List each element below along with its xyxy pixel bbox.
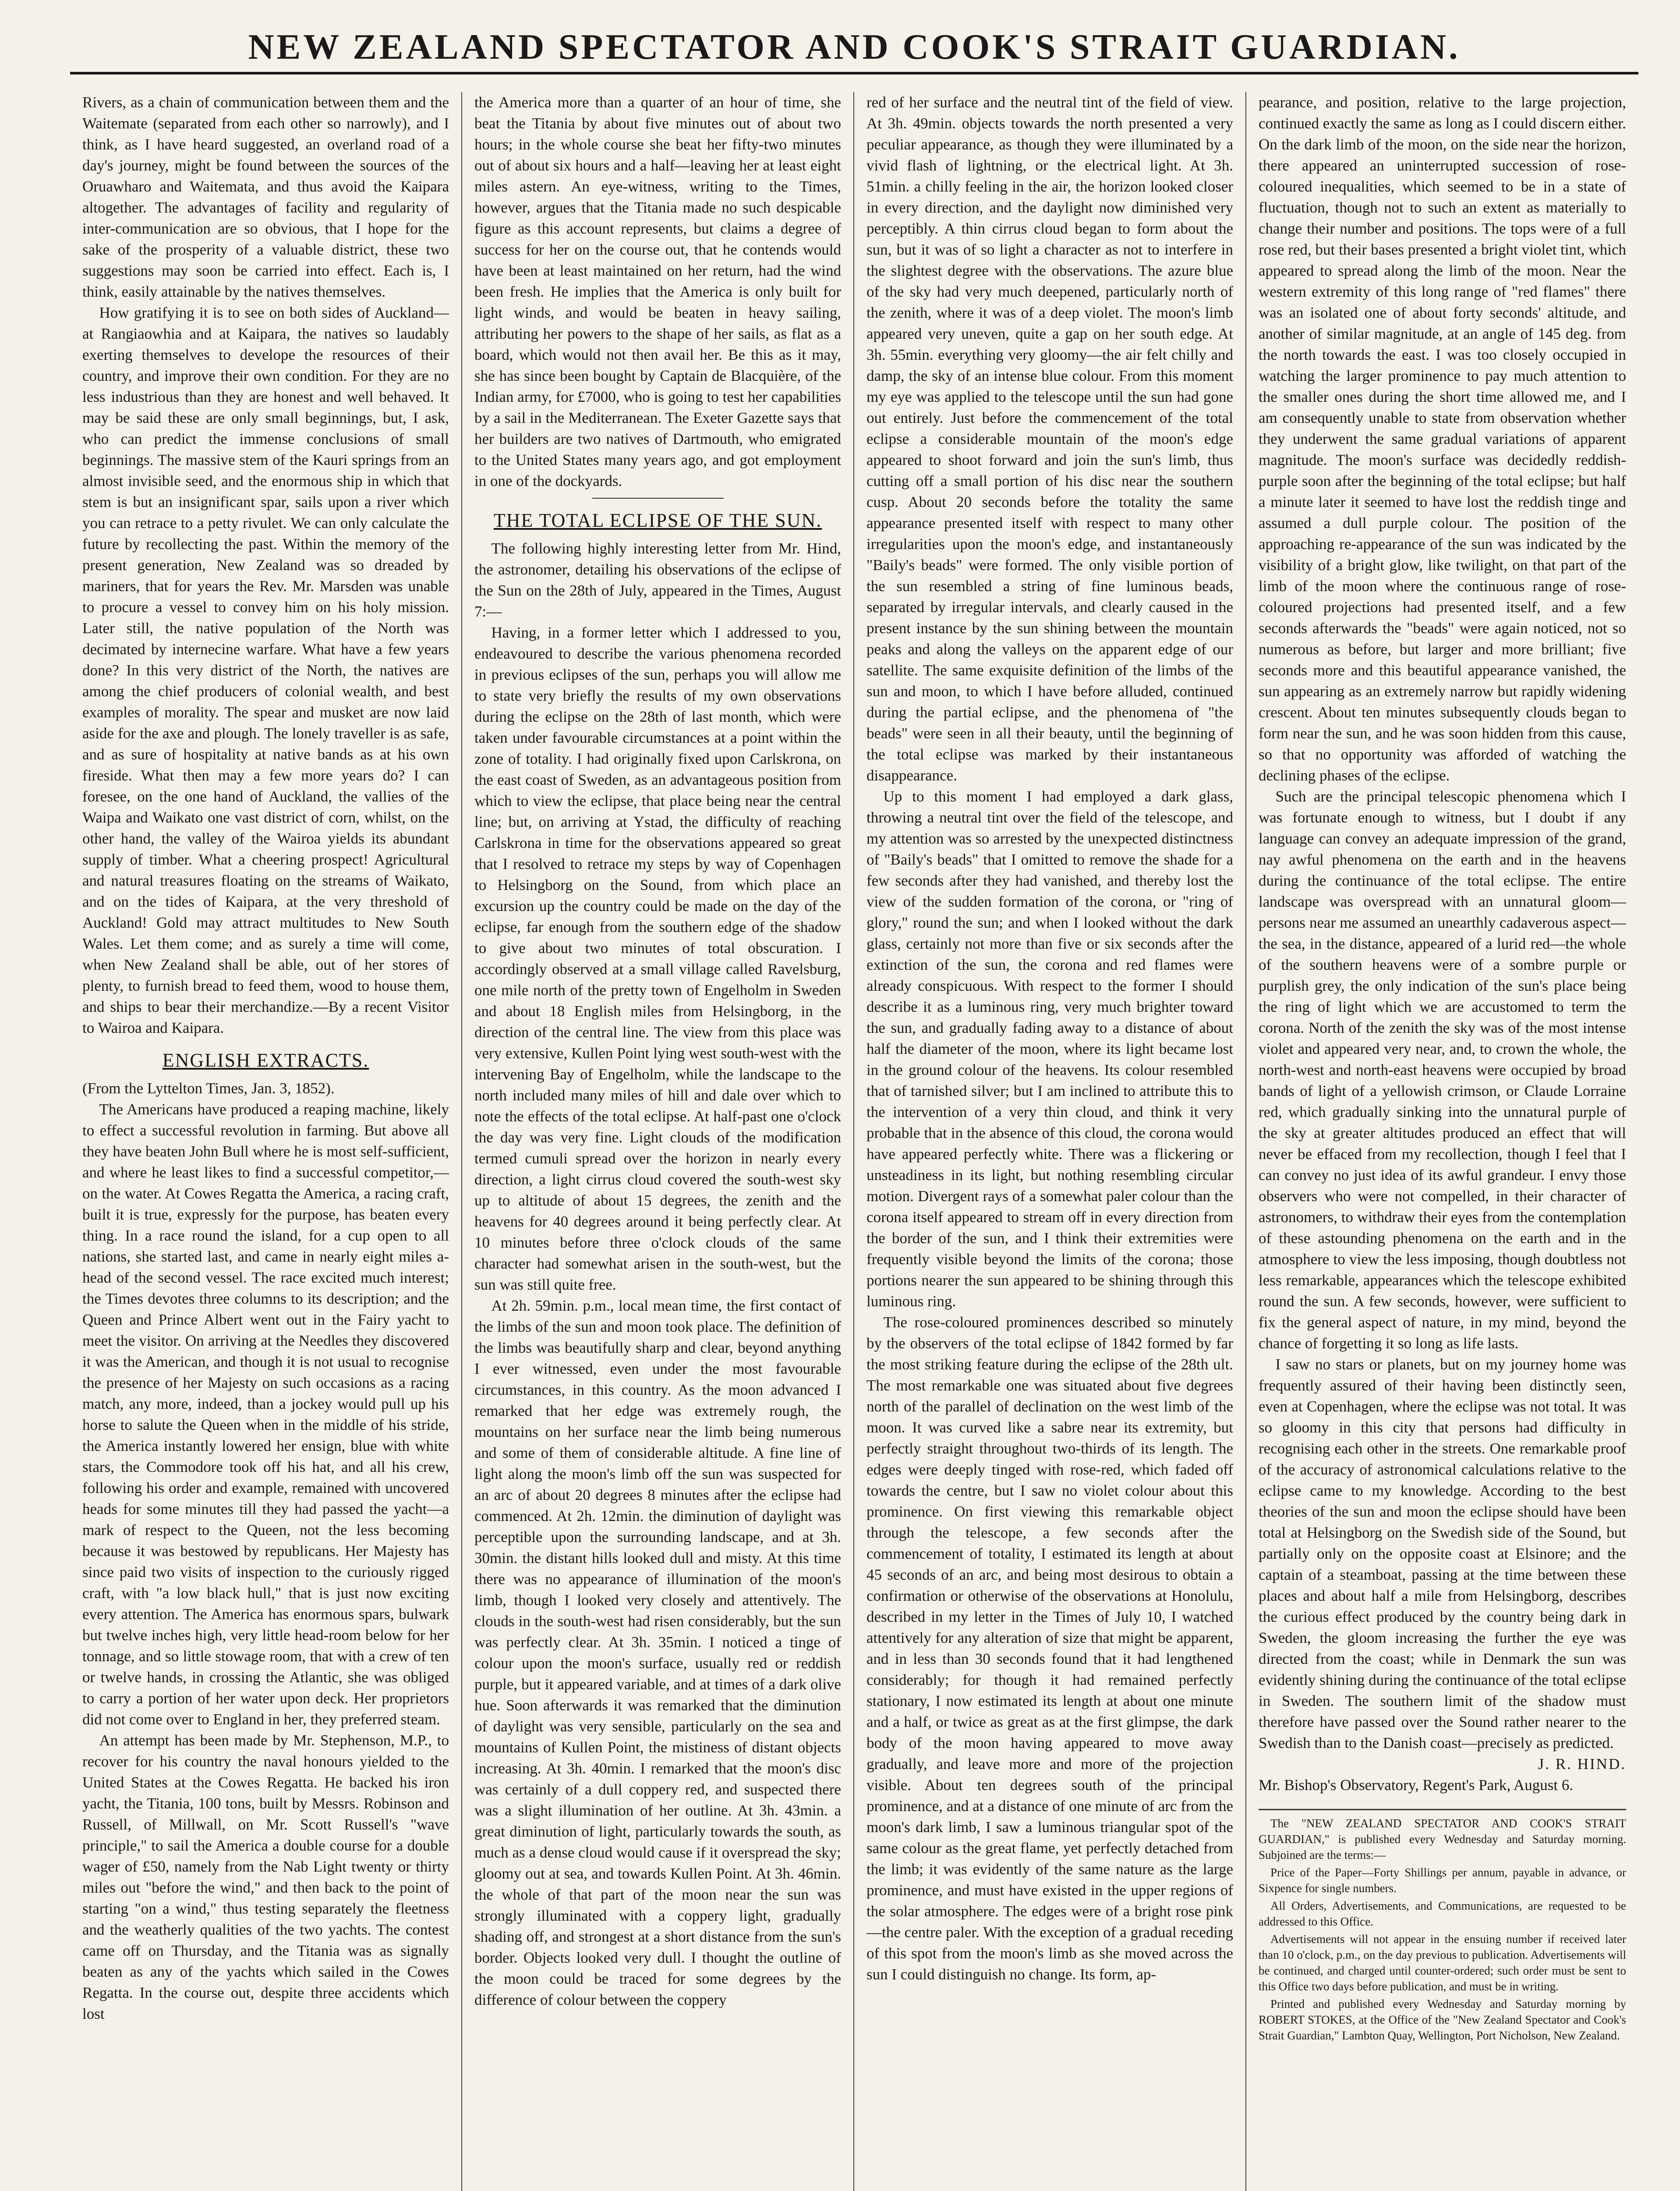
section-heading-eclipse: THE TOTAL ECLIPSE OF THE SUN. xyxy=(493,510,822,531)
column-4 xyxy=(1246,92,1638,2191)
source-line: (From the Lyttelton Times, Jan. 3, 1852). xyxy=(82,1080,335,1097)
paragraph: Having, in a former letter which I addressed to you, endeavoured to describe the various phenomena recorded in previous eclipses of the sun, perhaps you will allow me to state very briefly the results of my own observations during the eclipse on the 28th of last month, which were taken under favourable circumstances at a point within the zone of totality. I had originally fixed upon Carlskrona, on the east coast of Sweden, as an advantageous position from which to view the eclipse, that place being near the central line; but, on arriving at Ystad, the difficulty of reaching Carlskrona in time for the observations appeared so great that I resolved to retrace my steps by way of Copenhagen to Helsingborg on the Sound, from which place an excursion up the country could be made on the day of the eclipse, far enough from the southern edge of the shadow to give about two minutes of total obscuration. I accordingly observed at a small village called Ravelsburg, one mile north of the pretty town of Engelholm in Sweden and about 18 English miles from Helsingborg, in the direction of the central line. The view from this place was very extensive, Kullen Point lying west south-west with the intervening Bay of Engelholm, while the landscape to the north included many miles of hill and dale over which to note the effects of the total eclipse. At half-past one o'clock the day was very fine. Light clouds of the modification termed cumuli spread over the horizon in nearly every direction, a light cirrus cloud covered the south-west sky up to altitude of about 15 degrees, the zenith and the heavens for 40 degrees around it being perfectly clear. At 10 minutes before three o'clock clouds of the same character had somewhat arisen in the south-west, but the sun was still quite free. xyxy=(474,624,841,1293)
paragraph: At 2h. 59min. p.m., local mean time, the first contact of the limbs of the sun and moon took place. The definition of the limbs was beautifully sharp and clear, beyond anything I ever witnessed, even under the most favourable circumstances, in this country. As the moon advanced I remarked that her edge was extremely rough, the mountains on her surface near the limb being numerous and some of them of considerable altitude. A fine line of light along the moon's limb off the sun was suspected for an arc of about 20 degrees 8 minutes after the eclipse had commenced. At 2h. 12min. the diminution of daylight was perceptible upon the surrounding landscape, and at 3h. 30min. the distant hills looked dull and misty. At this time there was no appearance of illumination of the moon's limb, though I looked very closely and attentively. The clouds in the south-west had risen considerably, but the sun was perfectly clear. At 3h. 35min. I noticed a tinge of colour upon the moon's surface, usually red or reddish purple, but it appeared variable, and at times of a dark olive hue. Soon afterwards it was remarked that the diminution of daylight was very sensible, particularly on the sea and mountains of Kullen Point, the mistiness of distant objects increasing. At 3h. 40min. I remarked that the moon's disc was certainly of a dull coppery red, and suspected there was a slight illumination of her outline. At 3h. 43min. a great diminution of light, particularly towards the south, as much as a dense cloud would cause if it overspread the sky; gloomy out at sea, and towards Kullen Point. At 3h. 46min. the whole of that part of the moon near the sun was strongly illuminated with a coppery light, gradually shading off, and strongest at a short distance from the sun's border. Objects looked very dull. I thought the outline of the moon could be traced for some degrees by the difference of colour between the coppery xyxy=(474,1297,841,2008)
notice-line: The "NEW ZEALAND SPECTATOR AND COOK'S STRAIT GUARDIAN," is published every Wednesday and Saturday morning. Subjoined are the terms:— xyxy=(1259,1817,1626,1861)
publication-notice xyxy=(1259,1809,1626,2043)
paragraph: An attempt has been made by Mr. Stephenson, M.P., to recover for his country the naval honours yielded to the United States at the Cowes Regatta. He backed his iron yacht, the Titania, 100 tons, built by Messrs. Robinson and Russell, of Millwall, on Mr. Scott Russell's "wave principle," to sail the America a double course for a double wager of £50, namely from the Nab Light twenty or thirty miles out "before the wind," and then back to the point of starting "on a wind," thus testing separately the fleetness and the weatherly qualities of the two yachts. The contest came off on Thursday, and the Titania was as signally beaten as any of the yachts which sailed in the Cowes Regatta. In the course out, despite three accidents which lost xyxy=(82,1732,449,2022)
newspaper-title: NEW ZEALAND SPECTATOR AND COOK'S STRAIT GUARDIAN. xyxy=(248,27,1461,67)
paragraph: The rose-coloured prominences described so minutely by the observers of the total eclipse of 1842 formed by far the most striking feature during the eclipse of the 28th ult. The most remarkable one was situated about five degrees north of the parallel of declination on the west limb of the moon. It was curved like a sabre near its extremity, but perfectly straight throughout two-thirds of its length. The edges were deeply tinged with rose-red, which faded off towards the centre, but I saw no violet colour about this prominence. On first viewing this remarkable object through the telescope, a few seconds after the commencement of totality, I estimated its length at about 45 seconds of an arc, and being most desirous to obtain a confirmation or otherwise of the observations at Honolulu, described in my letter in the Times of July 10, I watched attentively for any alteration of size that might be apparent, and in less than 30 seconds found that it had lengthened considerably; for though it had remained perfectly stationary, I now estimated its length at about one minute and a half, or twice as great as at the first glimpse, the dark body of the moon having appeared to move away gradually, and leave more and more of the projection visible. About ten degrees south of the principal prominence, and at a distance of one minute of arc from the moon's dark limb, I saw a luminous triangular spot of the same colour as the great flame, yet perfectly detached from the limb; it was evidently of the same nature as the large prominence, and must have existed in the upper regions of the solar atmosphere. The edges were of a bright rose pink—the centre paler. With the exception of a gradual receding of this spot from the moon's limb as she moved across the sun I could distinguish no change. Its form, ap- xyxy=(867,1314,1233,1983)
paragraph: How gratifying it is to see on both sides of Auckland—at Rangiaowhia and at Kaipara, the natives so laudably exerting themselves to develope the resources of their country, and improve their own condition. For they are no less industrious than they are honest and well behaved. It may be said these are only small beginnings, but, I ask, who can predict the immense conclusions of small beginnings. The massive stem of the Kauri springs from an almost invisible seed, and the enormous ship in which that stem is but an insignificant spar, sails upon a river which you can retrace to a petty rivulet. We can only calculate the future by recollecting the past. Within the memory of the present generation, New Zealand was so dreaded by mariners, that for years the Rev. Mr. Marsden was unable to procure a vessel to convey him on his holy mission. Later still, the native population of the North was decimated by internecine warfare. What have a few years done? In this very district of the North, the natives are among the chief producers of colonial wealth, and best examples of morality. The spear and musket are now laid aside for the axe and plough. The lonely traveller is as safe, and as sure of hospitality at native bands as at his own fireside. What then may a few more years do? I can foresee, on the one hand of Auckland, the vallies of the Waipa and Waikato one vast district of corn, whilst, on the other hand, the valley of the Wairoa yields its abundant supply of timber. What a cheering prospect! Agricultural and natural treasures floating on the streams of Waikato, and on the tides of Kaipara, at the very threshold of Auckland! Gold may attract multitudes to New South Wales. Let them come; and as surely a time will come, when New Zealand shall be able, out of her stores of plenty, to furnish bread to feed them, wood to house them, and ships to bear their merchandize.—By a recent Visitor to Wairoa and Kaipara. xyxy=(82,304,449,1036)
column-2 xyxy=(462,92,854,2191)
notice-line: Price of the Paper—Forty Shillings per annum, payable in advance, or Sixpence for single numbers. xyxy=(1259,1866,1626,1895)
signature: J. R. HIND. xyxy=(1538,1755,1626,1773)
paragraph: The following highly interesting letter from Mr. Hind, the astronomer, detailing his observations of the eclipse of the Sun on the 28th of July, appeared in the Times, August 7:— xyxy=(474,540,841,620)
paragraph: red of her surface and the neutral tint of the field of view. At 3h. 49min. objects towards the north presented a very peculiar appearance, as though they were illuminated by a vivid flash of lightning, or the electrical light. At 3h. 51min. a chilly feeling in the air, the horizon looked closer in every direction, and the daylight now diminished very perceptibly. A thin cirrus cloud began to form about the sun, but it was of so light a character as not to interfere in the slightest degree with the observations. The azure blue of the sky had very much deepened, particularly north of the zenith, where it was of a deep violet. The moon's limb appeared very uneven, quite a gap on her south edge. At 3h. 55min. everything very gloomy—the air felt chilly and damp, the sky of an intense blue colour. From this moment my eye was applied to the telescope until the sun had gone out entirely. Just before the commencement of the total eclipse a considerable mountain of the moon's edge appeared to shoot forward and join the sun's limb, thus cutting off a small portion of his disc near the southern cusp. About 20 seconds before the totality the same appearance presented itself with respect to many other irregularities upon the moon's edge, and instantaneously "Baily's beads" were formed. The only visible portion of the sun resembled a string of fine luminous beads, separated by irregular intervals, and clearly caused in the present instance by the sun shining between the mountain peaks and along the valleys on the apparent edge of our satellite. The same exquisite definition of the limbs of the sun and moon, to which I have before alluded, continued during the partial eclipse, and the phenomena of "the beads" were seen in all their beauty, until the beginning of the total eclipse was marked by their instantaneous disappearance. xyxy=(867,94,1233,784)
paragraph: Such are the principal telescopic phenomena which I was fortunate enough to witness, but I doubt if any language can convey an adequate impression of the grand, nay awful phenomena on the earth and in the heavens during the continuance of the total eclipse. The entire landscape was overspread with an unnatural gloom—persons near me assumed an unearthly cadaverous aspect—the sea, in the distance, appeared of a lurid red—the whole of the southern heavens were of a sombre purple or purplish grey, the only indication of the sun's place being the ring of light which we are accustomed to term the corona. North of the zenith the sky was of the most intense violet and appeared very near, and, to crown the whole, the north-west and north-east heavens were occupied by broad bands of light of a yellowish crimson, or Claude Lorraine red, which gradually sinking into the unnatural purple of the sky at greater altitudes produced an effect that will never be effaced from my recollection, though I feel that I can convey no just idea of its awful grandeur. I envy those observers who were not compelled, in their character of astronomers, to withdraw their eyes from the contemplation of these astounding phenomena on the earth and in the atmosphere to view the less imposing, though doubtless not less remarkable, appearances which the telescope exhibited round the sun. A few seconds, however, were sufficient to fix the general aspect of nature, in my mind, beyond the chance of forgetting it so long as life lasts. xyxy=(1259,788,1626,1352)
paragraph: I saw no stars or planets, but on my journey home was frequently assured of their having been distinctly seen, even at Copenhagen, where the eclipse was not total. It was so gloomy in this city that persons had difficulty in recognising each other in the streets. One remarkable proof of the accuracy of astronomical calculations relative to the eclipse came to my knowledge. According to the best theories of the sun and moon the eclipse should have been total at Helsingborg on the Swedish side of the Sound, but partially only on the opposite coast at Elsinore; and the captain of a steamboat, passing at the time between these places and about half a mile from Helsingborg, describes the curious effect produced by the country being dark in Sweden, the gloom increasing the further the eye was directed from the coast; while in Denmark the sun was evidently shining during the continuance of the total eclipse in Sweden. The southern limit of the shadow must therefore have passed over the Sound rather nearer to the Swedish than to the Danish coast—precisely as predicted. xyxy=(1259,1356,1626,1751)
paragraph: The Americans have produced a reaping machine, likely to effect a successful revolution in farming. But above all they have beaten John Bull where he is most self-sufficient, and where he least likes to find a successful competitor,—on the water. At Cowes Regatta the America, a racing craft, built it is true, expressly for the purpose, has beaten every thing. In a race round the island, for a cup open to all nations, she started last, and came in nearly eight miles a-head of the second vessel. The race excited much interest; the Times devotes three columns to its description; and the Queen and Prince Albert went out in the Fairy yacht to meet the visitor. On arriving at the Needles they discovered it was the American, and though it is not usual to recognise the presence of her Majesty on such occasions as a racing match, any more, indeed, than a jockey would pull up his horse to salute the Queen when in the middle of his stride, the America instantly lowered her ensign, blue with white stars, the Commodore took off his hat, and all his crew, following his order and example, remained with uncovered heads for some minutes till they had passed the yacht—a mark of respect to the Queen, not the less becoming because it was bestowed by republicans. Her Majesty has since paid two visits of inspection to the curiously rigged craft, with "a low black hull," that is just now exciting every attention. The America has enormous spars, bulwark but twelve inches high, very little head-room below for her tonnage, and so little stowage room, that with a crew of ten or twelve hands, in crossing the Atlantic, she was obliged to carry a portion of her water upon deck. Her proprietors did not come over to England in her, they preferred steam. xyxy=(82,1101,449,1728)
paragraph: pearance, and position, relative to the large projection, continued exactly the same as long as I could discern either. On the dark limb of the moon, on the side near the horizon, there appeared an uninterrupted succession of rose-coloured inequalities, which seemed to be in a state of fluctuation, though not to such an extent as materially to change their number and positions. The tops were of a full rose red, but their bases presented a bright violet tint, which appeared to spread along the limb of the moon. Near the western extremity of this long range of "red flames" there was an isolated one of about forty seconds' altitude, and another of similar magnitude, at an angle of 145 deg. from the north towards the east. I was too closely occupied in watching the larger prominence to pay much attention to the smaller ones during the short time allowed me, and I am consequently unable to state from observation whether they underwent the same gradual variations of apparent magnitude. The moon's surface was decidedly reddish-purple soon after the beginning of the total eclipse; but half a minute later it seemed to have lost the reddish tinge and assumed a dull purple colour. The position of the approaching re-appearance of the sun was indicated by the visibility of a bright glow, like twilight, on that part of the limb of the moon where the continuous range of rose-coloured projections had presented itself, and a few seconds afterwards the "beads" were again noticed, not so numerous as before, but larger and more brilliant; five seconds more and this beautiful appearance vanished, the sun appearing as an extremely narrow but rapidly widening crescent. About ten minutes subsequently clouds began to form near the sun, and he was soon hidden from this cause, so that no opportunity was afforded of watching the declining phases of the eclipse. xyxy=(1259,94,1626,784)
notice-line: Printed and published every Wednesday and Saturday morning by ROBERT STOKES, at the Office of the "New Zealand Spectator and Cook's Strait Guardian," Lambton Quay, Wellington, Port Nicholson, New Zealand. xyxy=(1259,1997,1626,2042)
divider xyxy=(592,498,724,499)
paragraph: Rivers, as a chain of communication between them and the Waitemate (separated from each other so narrowly), and I think, as I have heard suggested, an overland road of a day's journey, might be found between the sources of the Oruawharo and Waitemata, and thus avoid the Kaipara altogether. The advantages of facility and regularity of inter-communication are so obvious, that I hope for the sake of the prosperity of a valuable district, these two suggestions may soon be carried into effect. Each is, I think, easily attainable by the natives themselves. xyxy=(82,94,449,300)
masthead xyxy=(70,9,1638,74)
paragraph: Up to this moment I had employed a dark glass, throwing a neutral tint over the field of the telescope, and my attention was so arrested by the unexpected distinctness of "Baily's beads" that I omitted to remove the shade for a few seconds after they had vanished, and thereby lost the view of the sudden formation of the corona, or "ring of glory," round the sun; and when I looked without the dark glass, certainly not more than five or six seconds after the extinction of the sun, the corona and red flames were already conspicuous. With respect to the former I should describe it as a luminous ring, very much brighter toward the sun, and gradually fading away to a distance of about half the diameter of the moon, where its light became lost in the ground colour of the heavens. Its colour resembled that of tarnished silver; but I am inclined to attribute this to the intervention of a very thin cloud, and think it very probable that in the absence of this cloud, the corona would have appeared perfectly white. There was a flickering or unsteadiness in its light, but nothing resembling circular motion. Divergent rays of a somewhat paler colour than the corona itself appeared to stream off in every direction from the border of the sun, and I think their extremities were frequently visible beyond the limits of the corona; those portions nearer the sun appeared to be shining through this luminous ring. xyxy=(867,788,1233,1310)
column-3 xyxy=(854,92,1246,2191)
article-columns xyxy=(70,92,1638,2191)
column-1 xyxy=(70,92,462,2191)
paragraph: the America more than a quarter of an hour of time, she beat the Titania by about five minutes out of about two hours; in the whole course she beat her fifty-two minutes out of about six hours and a half—leaving her at least eight miles astern. An eye-witness, writing to the Times, however, argues that the Titania made no such despicable figure as this account represents, but claims a degree of success for her on the course out, that he contends would have been at least maintained on her return, had the wind been fresh. He implies that the America is only built for light winds, and would be beaten in heavy sailing, attributing her powers to the shape of her sails, as flat as a board, which would not then avail her. Be this as it may, she has since been bought by Captain de Blacquière, of the Indian army, for £7000, who is going to test her capabilities by a sail in the Mediterranean. The Exeter Gazette says that her builders are two natives of Dartmouth, who emigrated to the United States many years ago, and got employment in one of the dockyards. xyxy=(474,94,841,489)
notice-line: All Orders, Advertisements, and Communications, are requested to be addressed to this Office. xyxy=(1259,1899,1626,1928)
signature-place: Mr. Bishop's Observatory, Regent's Park, August 6. xyxy=(1259,1776,1574,1794)
notice-line: Advertisements will not appear in the ensuing number if received later than 10 o'clock, p.m., on the day previous to publication. Advertisements will be continued, and charged until counter-ordered; such order must be sent to this Office two days before publication, and must be in writing. xyxy=(1259,1932,1626,1993)
section-heading-english-extracts: ENGLISH EXTRACTS. xyxy=(162,1049,369,1071)
